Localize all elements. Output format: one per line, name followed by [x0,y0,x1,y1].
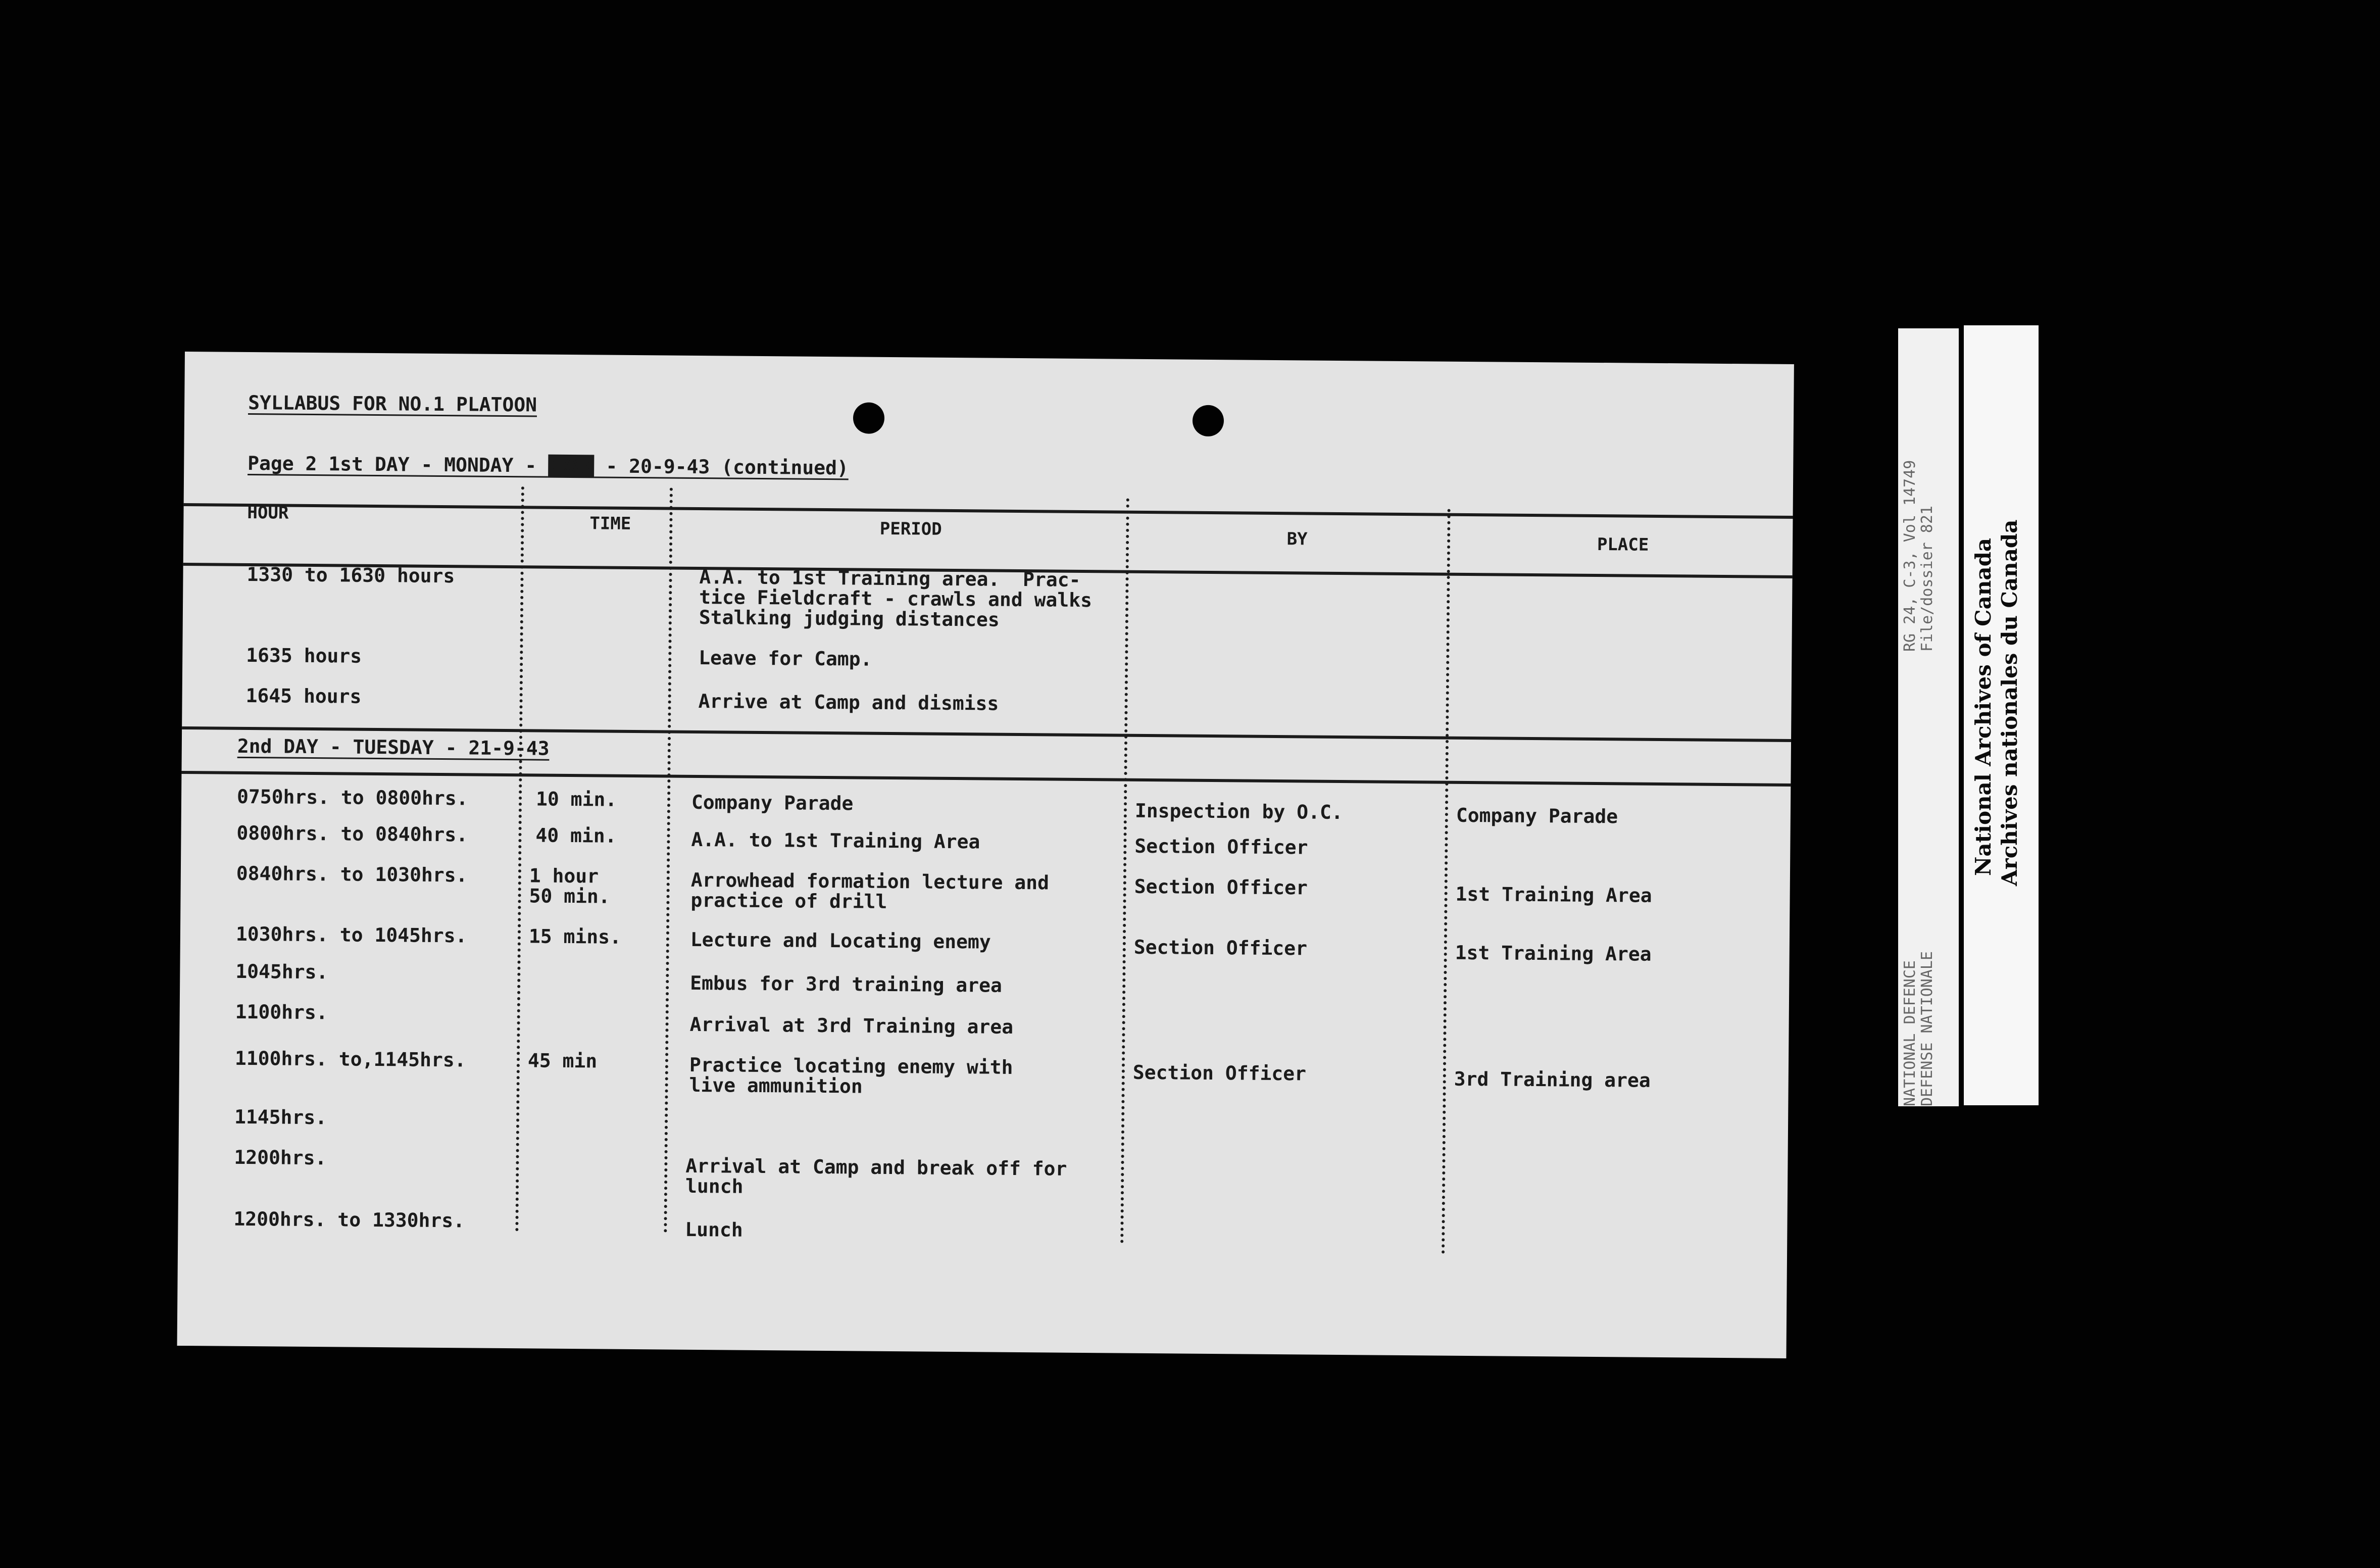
day2-row-1-by: Inspection by O.C. [1134,799,1343,824]
struck-word: XXXX [548,454,594,477]
day2-row-10-period: Lunch [685,1218,743,1241]
punch-hole-right [1193,405,1224,436]
day2-row-1-hour: 0750hrs. to 0800hrs. [236,785,468,810]
day2-row-7-place: 3rd Training area [1454,1067,1651,1092]
day2-row-6-period: Arrival at 3rd Training area [689,1013,1014,1038]
day2-row-4-place: 1st Training Area [1455,941,1652,965]
day2-row-1-place: Company Parade [1456,804,1618,828]
archives-tag [1964,325,2039,1105]
day2-row-4-period: Lecture and Locating enemy [690,928,991,953]
day2-row-6-hour: 1100hrs. [235,1000,328,1024]
day2-heading-rule [181,771,1791,787]
day2-row-7-time: 45 min [527,1049,598,1072]
day1-row-2-period: Leave for Camp. [699,647,872,670]
department-reference-tag [1898,328,1959,1106]
column-divider-3 [1120,499,1129,1244]
day2-row-2-time: 40 min. [535,824,617,847]
day2-row-3-hour: 0840hrs. to 1030hrs. [236,862,468,887]
day2-row-2-period: A.A. to 1st Training Area [691,828,980,853]
day1-row-1-hour: 1330 to 1630 hours [246,563,455,587]
day2-row-1-time: 10 min. [535,788,617,811]
reference-line-1: RG 24, C-3, Vol 14749 [1901,460,1919,652]
day2-row-5-period: Embus for 3rd training area [690,971,1003,997]
day2-row-2-hour: 0800hrs. to 0840hrs. [236,821,468,846]
day2-row-3-place: 1st Training Area [1455,883,1652,907]
day2-row-4-by: Section Officer [1133,936,1308,960]
day2-row-7-by: Section Officer [1132,1061,1307,1085]
day2-row-5-hour: 1045hrs. [235,960,328,984]
day1-subtitle: Page 2 1st DAY - MONDAY - XXXX - 20-9-43 (continued) [247,452,849,479]
document-title: SYLLABUS FOR NO.1 PLATOON [248,391,537,416]
department-line-2: DEFENSE NATIONALE [1918,951,1936,1106]
day2-row-3-time: 1 hour 50 min. [529,864,610,908]
day2-row-10-hour: 1200hrs. to 1330hrs. [233,1207,465,1232]
day2-row-1-period: Company Parade [691,791,854,815]
day2-row-4-hour: 1030hrs. to 1045hrs. [235,922,467,947]
day2-row-3-period: Arrowhead formation lecture and practice of drill [690,868,1050,913]
day1-row-3-hour: 1645 hours [245,684,362,708]
punch-hole-left [853,402,884,433]
archive-name-french: Archives nationales du Canada [1997,519,2022,886]
day2-row-9-period: Arrival at Camp and break off for lunch [685,1154,1067,1198]
day1-row-1-period: A.A. to 1st Training area. Prac- tice Fieldcraft - crawls and walks Stalking judging distances [699,566,1093,631]
column-header-hour: HOUR [247,502,289,523]
column-divider-1 [515,486,524,1232]
reference-line-2: File/dossier 821 [1918,506,1936,652]
day2-row-7-period: Practice locating enemy with live ammunition [689,1053,1013,1098]
day2-row-7-hour: 1100hrs. to,1145hrs. [234,1047,466,1071]
day2-row-3-by: Section Officer [1134,875,1308,899]
column-header-period: PERIOD [879,518,942,540]
column-divider-4 [1442,509,1451,1254]
archive-name-english: National Archives of Canada [1971,537,1996,876]
column-header-by: BY [1286,529,1308,550]
day1-row-2-hour: 1635 hours [246,644,362,667]
day2-row-8-hour: 1145hrs. [234,1105,327,1129]
day2-row-9-hour: 1200hrs. [234,1146,327,1169]
day2-row-4-time: 15 mins. [528,925,622,948]
column-divider-2 [664,488,673,1233]
syllabus-page [177,352,1794,1358]
column-header-time: TIME [589,513,631,534]
day1-row-3-period: Arrive at Camp and dismiss [698,690,999,715]
department-line-1: NATIONAL DEFENCE [1901,960,1919,1106]
column-header-place: PLACE [1597,534,1649,555]
day2-heading: 2nd DAY - TUESDAY - 21-9-43 [237,734,550,760]
header-top-rule [184,503,1793,519]
day2-row-2-by: Section Officer [1134,835,1308,859]
